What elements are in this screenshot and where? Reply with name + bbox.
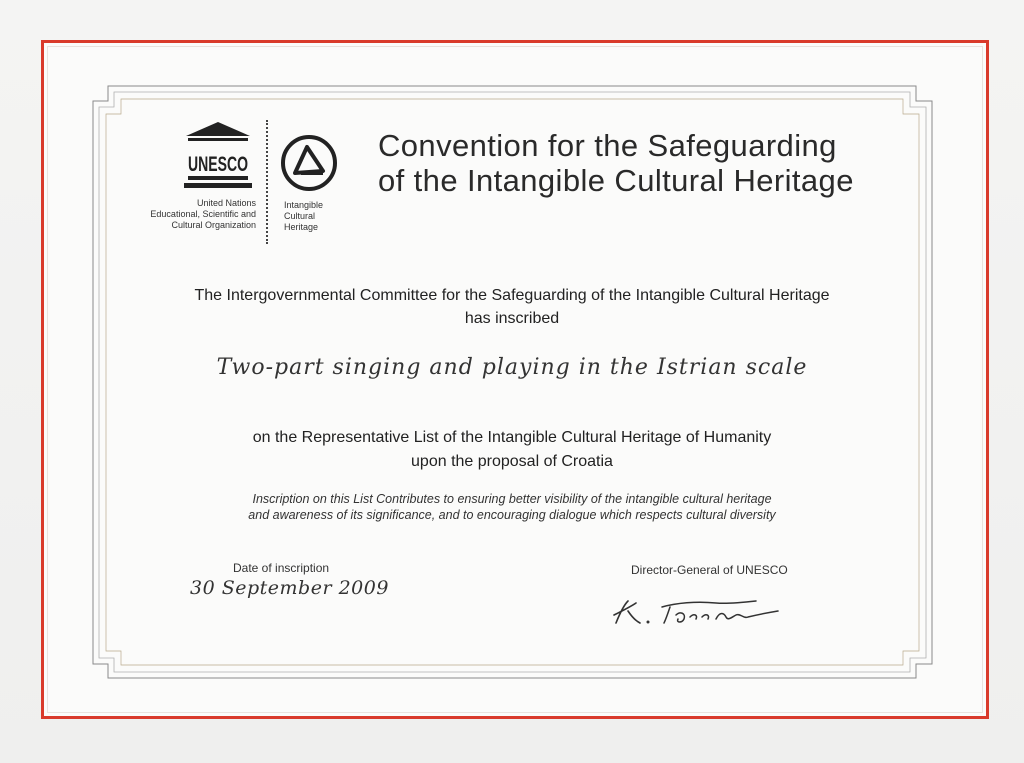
unesco-subtitle (136, 198, 256, 231)
logo-area (136, 120, 366, 245)
note-line1: Inscription on this List Contributes to ensuring better visibility of the intangible cultural heritage (252, 492, 772, 506)
list-statement (0, 426, 1024, 474)
unesco-logo-text: UNESCO (188, 153, 248, 176)
date-label: Date of inscription (233, 561, 330, 575)
signature (606, 595, 786, 631)
list-line2: upon the proposal of Croatia (411, 453, 613, 470)
unesco-sub-line1: United Nations (196, 198, 256, 208)
certificate-title (378, 128, 918, 198)
list-line1: on the Representative List of the Intangible Cultural Heritage of Humanity (252, 429, 772, 446)
inscription-note (0, 491, 1024, 523)
committee-line2: has inscribed (464, 310, 560, 327)
committee-line1: The Intergovernmental Committee for the Safeguarding of the Intangible Cultural Heritage (194, 287, 830, 304)
note-line2: and awareness of its significance, and to encouraging dialogue which respects cultural diversity (248, 508, 776, 522)
unesco-sub-line2: Educational, Scientific and (150, 209, 256, 219)
date-value: 30 September 2009 (190, 577, 389, 599)
committee-statement (0, 284, 1024, 330)
unesco-sub-line3: Cultural Organization (171, 220, 256, 230)
director-general-label: Director-General of UNESCO (631, 563, 788, 577)
title-line1: Convention for the Safeguarding (378, 128, 837, 163)
ich-emblem-logo (279, 133, 339, 193)
title-line2: of the Intangible Cultural Heritage (378, 163, 854, 198)
logo-separator (266, 120, 268, 244)
ich-subtitle (284, 200, 364, 233)
ich-sub-line1: Intangible (284, 200, 324, 210)
ich-sub-line3: Heritage (284, 222, 319, 232)
inscribed-element-name: Two-part singing and playing in the Istrian scale (216, 355, 808, 380)
unesco-temple-logo (182, 120, 254, 192)
ich-sub-line2: Cultural (284, 211, 316, 221)
